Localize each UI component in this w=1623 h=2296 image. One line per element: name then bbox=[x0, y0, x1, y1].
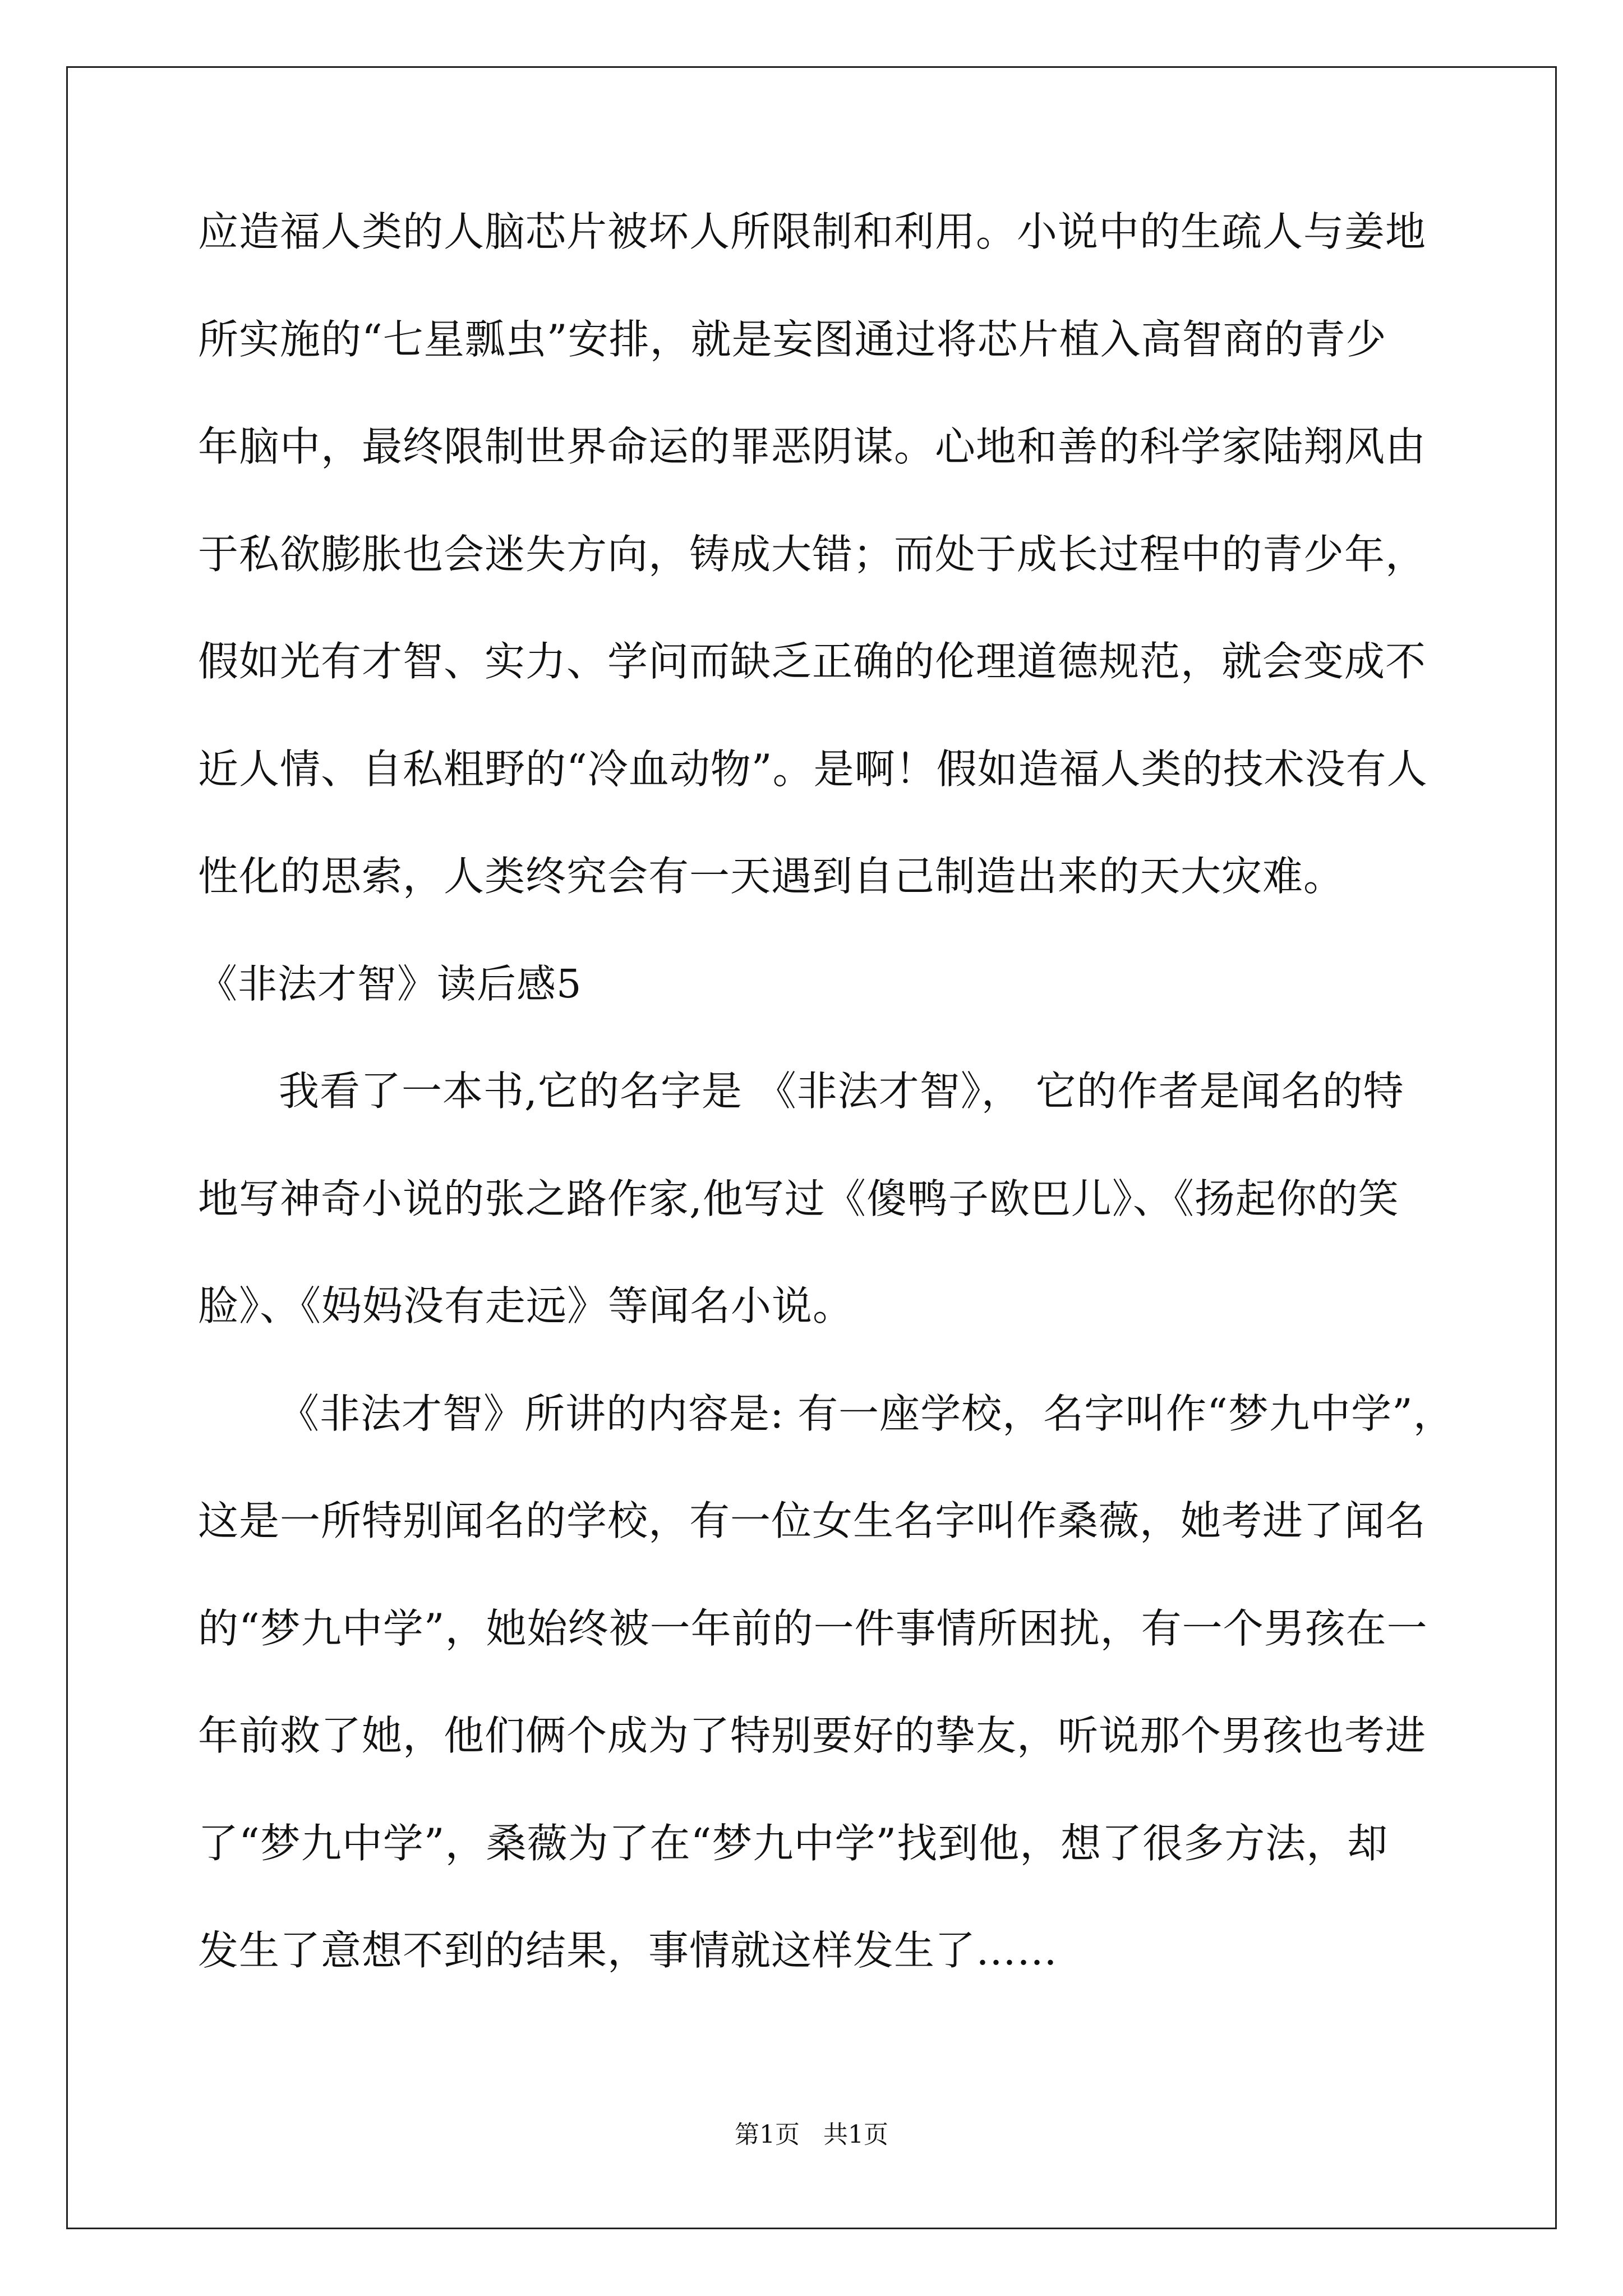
text-line: 这是一所特别闻名的学校，有一位女生名字叫作桑薇，她考进了闻名 bbox=[198, 1497, 1427, 1544]
section-heading: 《非法才智》读后感5 bbox=[198, 960, 582, 1007]
text-line: 性化的思索，人类终究会有一天遇到自己制造出来的天大灾难。 bbox=[198, 853, 1345, 900]
text-line: 近人情、自私粗野的“冷血动物”。是啊！假如造福人类的技术没有人 bbox=[198, 745, 1428, 793]
text-line: 发生了意想不到的结果，事情就这样发生了…… bbox=[198, 1927, 1058, 1974]
text-line: 年前救了她，他们俩个成为了特别要好的挚友，听说那个男孩也考进 bbox=[198, 1712, 1427, 1759]
text-line: 假如光有才智、实力、学问而缺乏正确的伦理道德规范，就会变成不 bbox=[198, 638, 1427, 685]
text-line: 了“梦九中学”，桑薇为了在“梦九中学”找到他，想了很多方法，却 bbox=[198, 1819, 1389, 1867]
document-body bbox=[198, 208, 1454, 2035]
text-line: 年脑中，最终限制世界命运的罪恶阴谋。心地和善的科学家陆翔风由 bbox=[198, 423, 1427, 470]
paragraph-first-line: 《非法才智》所讲的内容是: 有一座学校，名字叫作“梦九中学”， bbox=[279, 1389, 1454, 1437]
text-line: 的“梦九中学”，她始终被一年前的一件事情所困扰，有一个男孩在一 bbox=[198, 1604, 1428, 1652]
paragraph-first-line: 我看了一本书,它的名字是 《非法才智》， 它的作者是闻名的特 bbox=[279, 1068, 1404, 1115]
text-line: 于私欲膨胀也会迷失方向，铸成大错；而处于成长过程中的青少年， bbox=[198, 530, 1427, 578]
text-line: 脸》、《妈妈没有走远》等闻名小说。 bbox=[198, 1282, 854, 1329]
text-line: 应造福人类的人脑芯片被坏人所限制和利用。小说中的生疏人与姜地 bbox=[198, 208, 1427, 255]
text-line: 所实施的“七星瓢虫”安排，就是妄图通过将芯片植入高智商的青少 bbox=[198, 315, 1387, 363]
page-number-footer: 第1页 共1页 bbox=[735, 2120, 888, 2149]
text-line: 地写神奇小说的张之路作家,他写过《傻鸭子欧巴儿》、《扬起你的笑 bbox=[198, 1175, 1399, 1222]
